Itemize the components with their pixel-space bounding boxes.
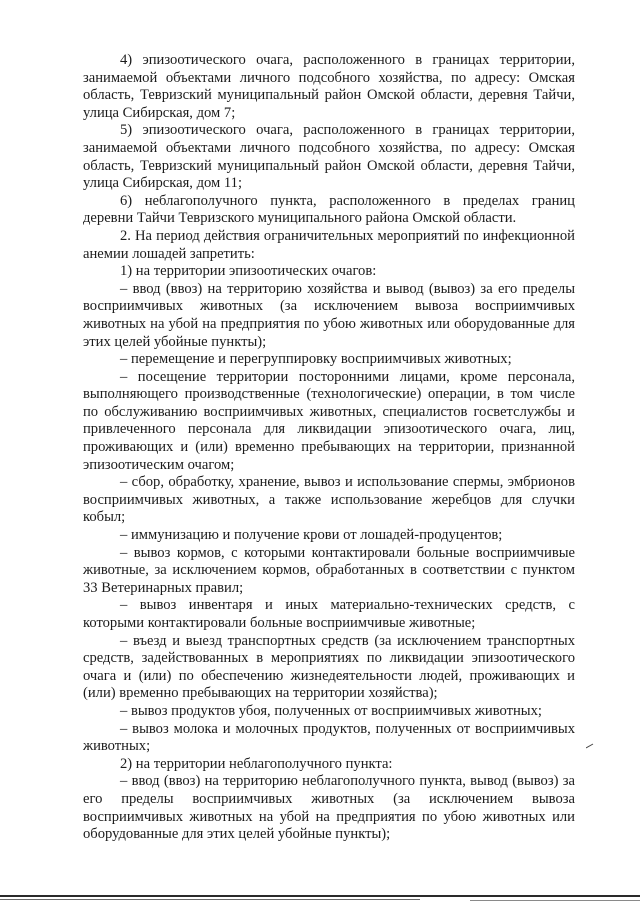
scan-speck	[586, 743, 594, 749]
scan-edge-line-secondary	[0, 899, 420, 900]
paragraph-ban-inventory: – вывоз инвентаря и иных материально-технических средств, с которыми контактировали больные восприимчивые животные;	[83, 597, 575, 631]
scan-edge-line	[0, 895, 640, 897]
scan-speck-icon	[586, 743, 594, 749]
paragraph-ban-visits: – посещение территории посторонними лицами, кроме персонала, выполняющего производственные (технологические) операции, в том числе по обслуживанию восприимчивых животных, специалистов госветслужбы и привлеченного персонала для ликвидации эпизоотического очага, лиц, проживающих и (или) временно пребывающих на территории, признанной эпизоотическим очагом;	[83, 368, 575, 473]
paragraph-subsection-1: 1) на территории эпизоотических очагов:	[120, 263, 377, 280]
paragraph-item-5: 5) эпизоотического очага, расположенного в границах территории, занимаемой объектами личного подсобного хозяйства, по адресу: Омская область, Тевризский муниципальный район Омской области, деревня Тайчи, улица Сибирская, дом 11;	[83, 122, 575, 192]
scan-bottom-edge	[0, 893, 640, 905]
paragraph-ban-immunization: – иммунизацию и получение крови от лошадей-продуцентов;	[120, 527, 503, 544]
paragraph-ban-feed: – вывоз кормов, с которыми контактировали больные восприимчивые животные, за исключением кормов, обработанных в соответствии с пунктом 33 Ветеринарных правил;	[83, 544, 575, 596]
paragraph-ban-slaughter-products: – вывоз продуктов убоя, полученных от восприимчивых животных;	[120, 702, 542, 719]
paragraph-ban-regrouping: – перемещение и перегруппировку восприимчивых животных;	[120, 351, 512, 368]
paragraph-ban-entry-point: – ввод (ввоз) на территорию неблагополучного пункта, вывод (вывоз) за его пределы восприимчивых животных (за исключением вывоза восприимчивых животных на убой на предприятия по убою животных или оборудованные для этих целей убойные пункты);	[83, 773, 575, 843]
paragraph-section-2: 2. На период действия ограничительных мероприятий по инфекционной анемии лошадей запретить:	[83, 227, 575, 262]
paragraph-item-6: 6) неблагополучного пункта, расположенного в пределах границ деревни Тайчи Тевризского муниципального района Омской области.	[83, 192, 575, 227]
paragraph-ban-milk: – вывоз молока и молочных продуктов, полученных от восприимчивых животных;	[83, 720, 575, 755]
scan-edge-line-tertiary	[470, 900, 640, 901]
paragraph-subsection-2: 2) на территории неблагополучного пункта:	[120, 755, 393, 772]
paragraph-item-4: 4) эпизоотического очага, расположенного в границах территории, занимаемой объектами личного подсобного хозяйства, по адресу: Омская область, Тевризский муниципальный район Омской области, деревня Тайчи, улица Сибирская, дом 7;	[83, 52, 575, 121]
paragraph-ban-vehicles: – въезд и выезд транспортных средств (за исключением транспортных средств, задействованных в мероприятиях по ликвидации эпизоотического очага и (или) по обеспечению жизнедеятельности людей, проживающих и (или) временно пребывающих на территории хозяйства);	[83, 632, 575, 702]
document-body	[83, 52, 575, 844]
paragraph-ban-entry: – ввод (ввоз) на территорию хозяйства и вывод (вывоз) за его пределы восприимчивых животных (за исключением вывоза восприимчивых животных на убой на предприятия по убою животных или оборудованные для этих целей убойные пункты);	[83, 280, 575, 350]
paragraph-ban-sperm: – сбор, обработку, хранение, вывоз и использование спермы, эмбрионов восприимчивых животных, а также использование жеребцов для случки кобыл;	[83, 474, 575, 526]
